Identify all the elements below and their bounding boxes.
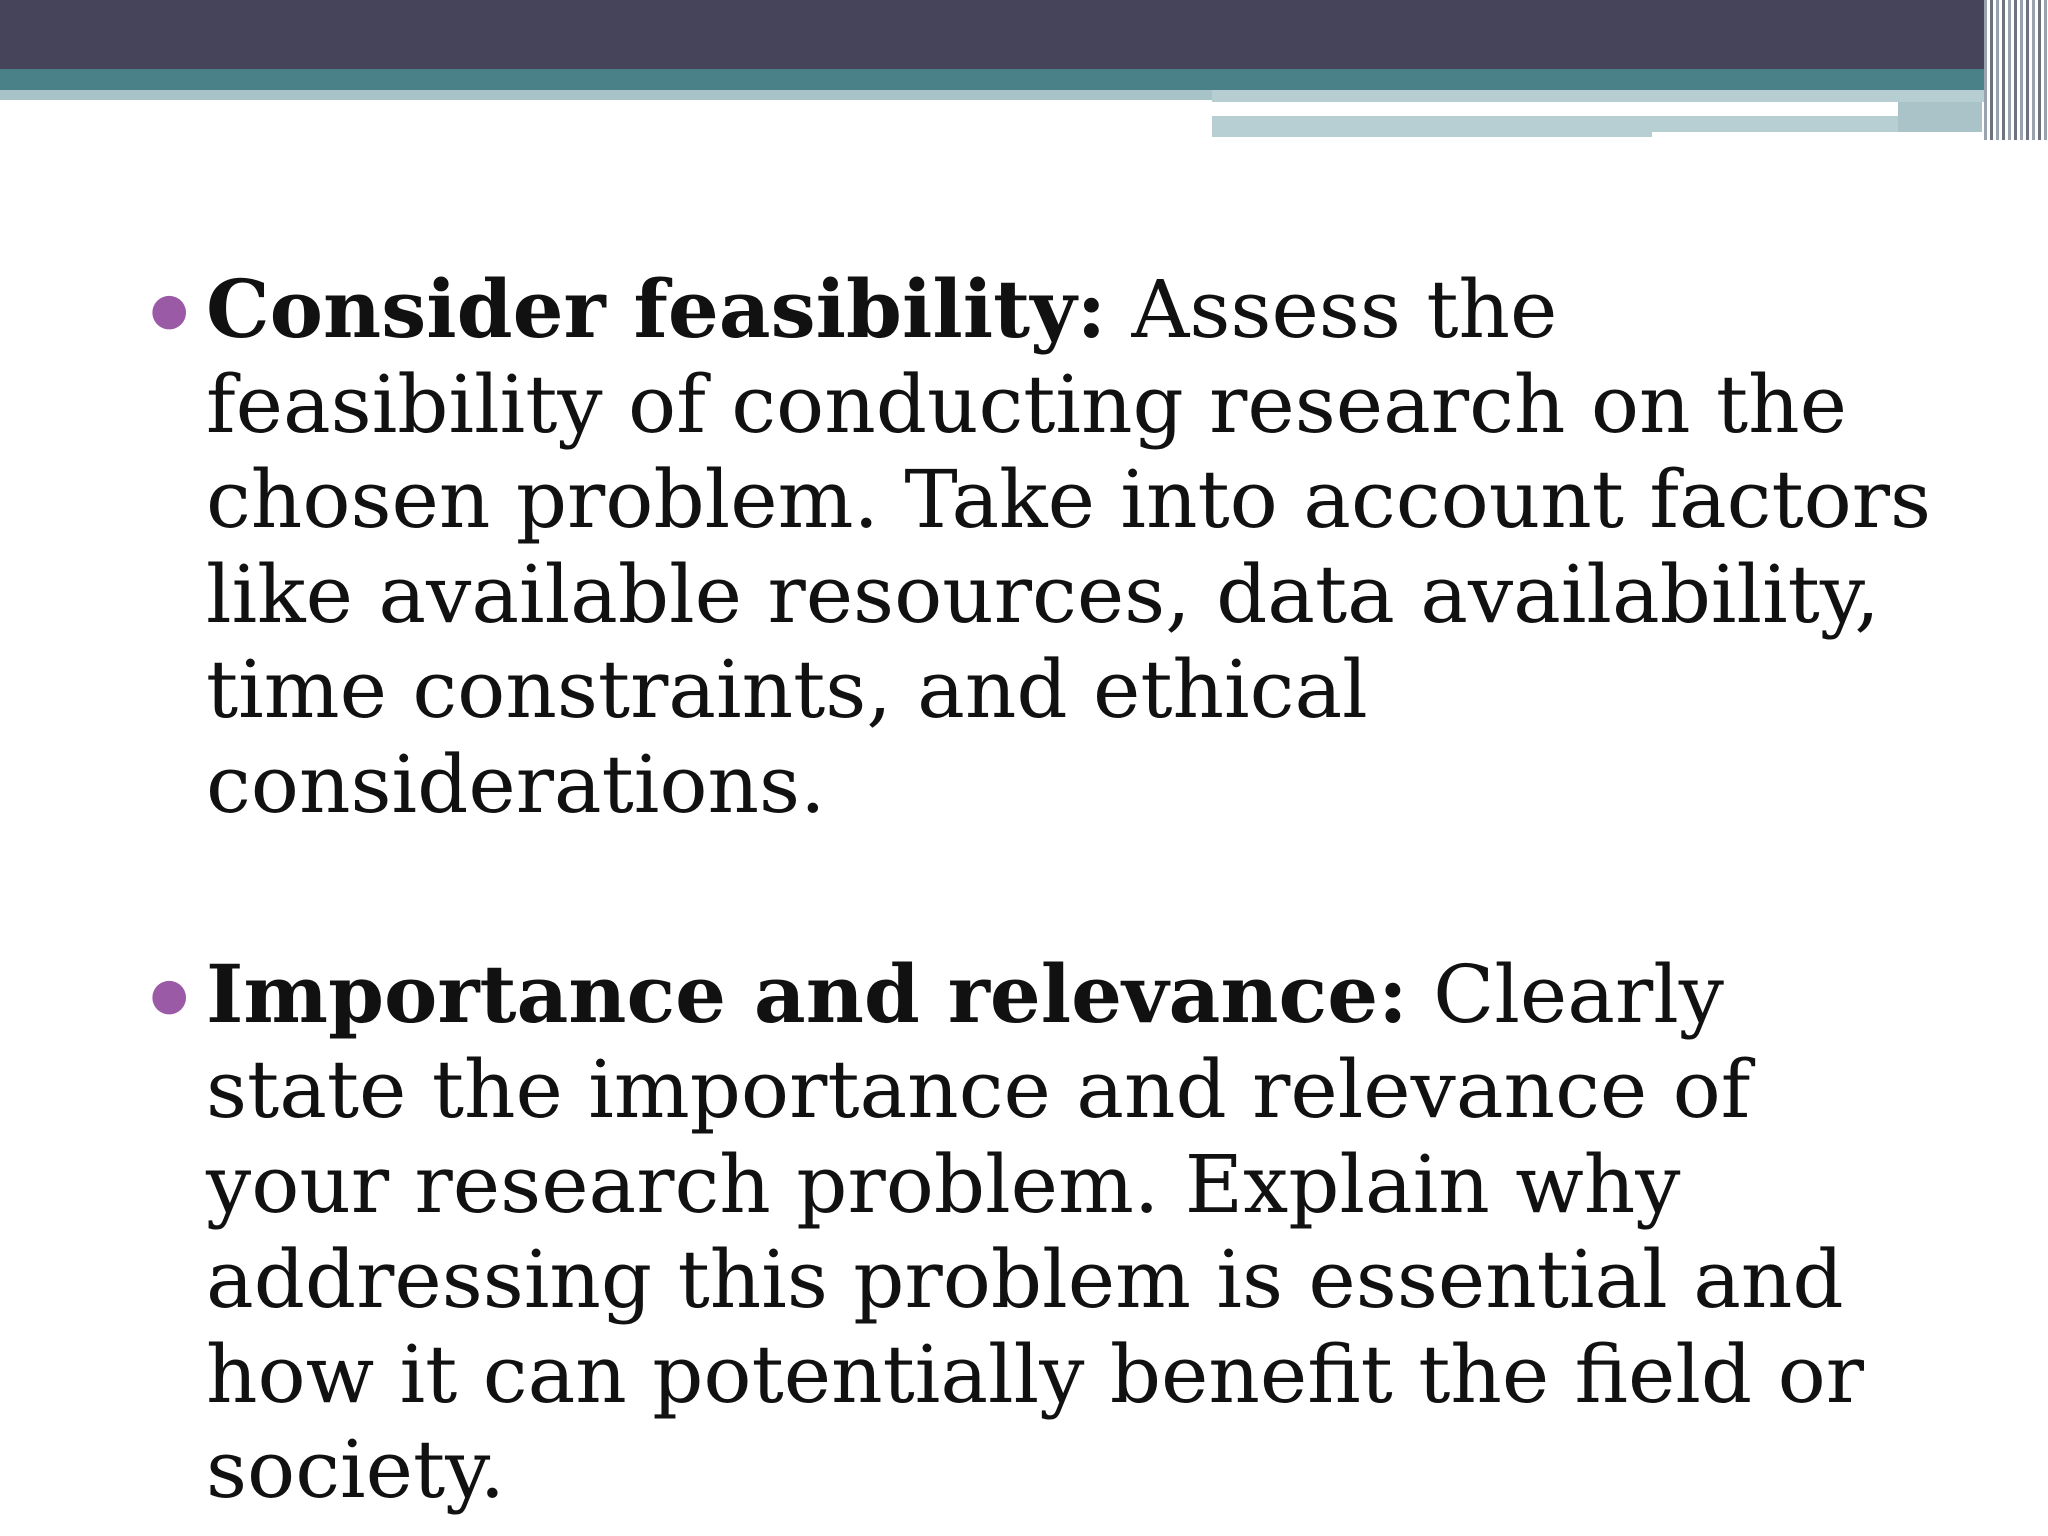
header-edge-stripes bbox=[1984, 0, 2048, 140]
bullet-icon: ● bbox=[150, 284, 189, 335]
bullet-item-feasibility bbox=[140, 262, 1940, 832]
header-band-teal bbox=[0, 69, 2048, 90]
bullet-item-importance bbox=[140, 947, 1940, 1517]
header-band-accent bbox=[1898, 102, 1982, 132]
slide-body bbox=[140, 262, 1940, 1517]
header-band-lower-2 bbox=[1652, 116, 1898, 132]
bullet-text: Assess the feasibility of conducting research on the chosen problem. Take into account factors like available resources, data availability, time constraints, and ethical considerations. bbox=[206, 263, 1932, 831]
header-divider-line bbox=[1212, 111, 1898, 116]
header-band-lower bbox=[1212, 116, 1652, 137]
bullet-term: Consider feasibility: bbox=[206, 262, 1107, 356]
bullet-term: Importance and relevance: bbox=[206, 947, 1408, 1041]
header-band-light-right bbox=[1212, 90, 2048, 102]
bullet-icon: ● bbox=[150, 969, 189, 1020]
header-band-light bbox=[0, 90, 1212, 100]
bullet-text: Clearly state the importance and relevance of your research problem. Explain why addressing this problem is essential and how it can potentially benefit the field or society. bbox=[206, 948, 1864, 1516]
header-band-dark bbox=[0, 0, 2048, 69]
